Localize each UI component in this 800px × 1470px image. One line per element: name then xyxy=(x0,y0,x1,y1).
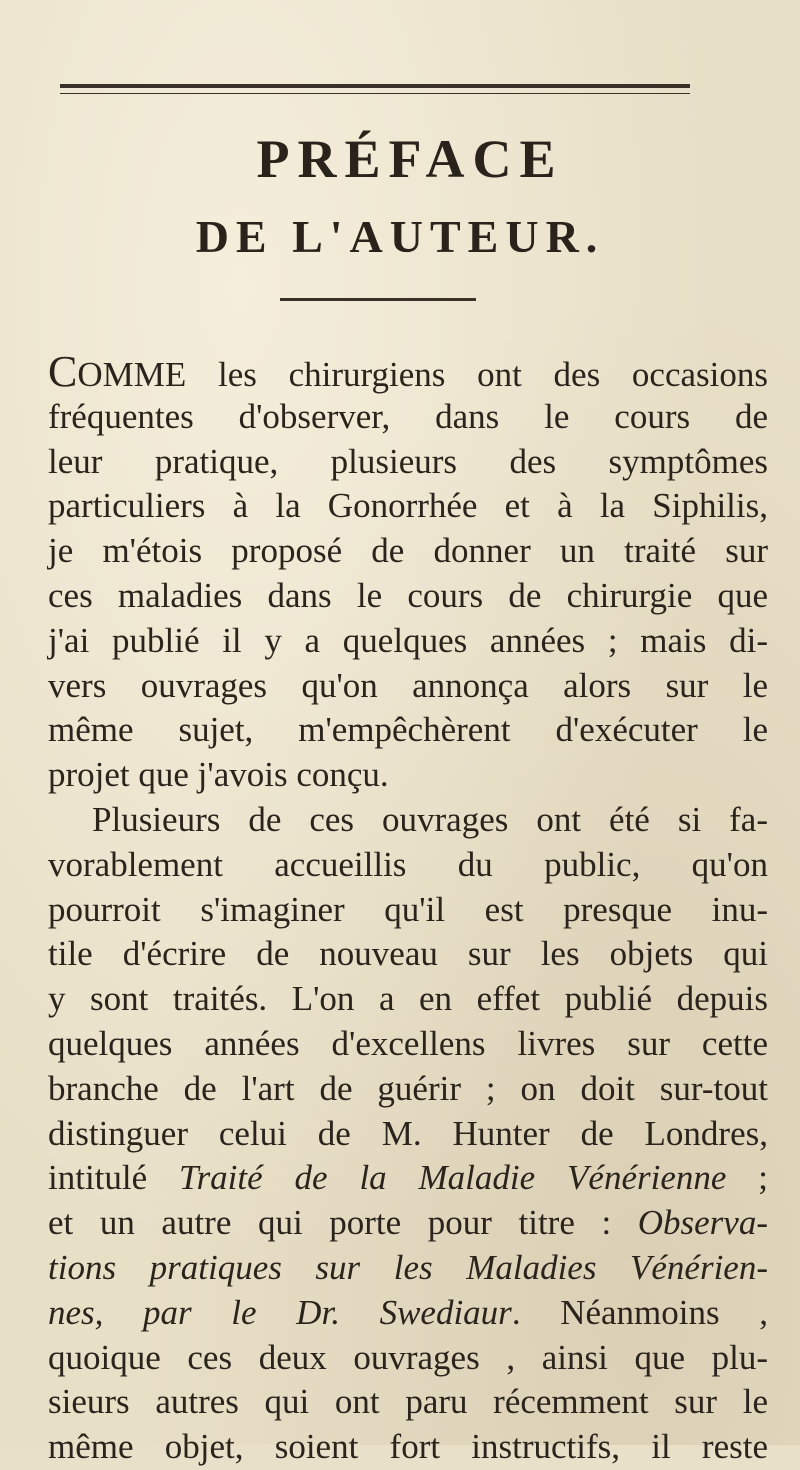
line-22-b: . Néanmoins , xyxy=(511,1292,768,1332)
text-line-14: tile d'écrire de nouveau sur les objets qui xyxy=(48,934,768,974)
line-1-text: les chirurgiens ont des occasions xyxy=(186,355,768,394)
text-line-23: quoique ces deux ouvrages , ainsi que plu- xyxy=(48,1337,768,1377)
text-line-22 xyxy=(48,1291,768,1336)
text-line-25: même objet, soient fort instructifs, il reste xyxy=(48,1427,768,1467)
text-line-1 xyxy=(48,347,768,396)
text-line-11: Plusieurs de ces ouvrages ont été si fa- xyxy=(92,799,768,839)
section-divider xyxy=(280,298,476,301)
text-line-9: même sujet, m'empêchèrent d'exécuter le xyxy=(48,710,768,750)
top-rule-thin xyxy=(60,93,690,94)
text-line-3: leur pratique, plusieurs des symptômes xyxy=(48,441,768,481)
book-title-swediaur-end: nes, par le Dr. Swediaur xyxy=(48,1292,512,1332)
text-line-18: distinguer celui de M. Hunter de Londres, xyxy=(48,1113,768,1153)
text-line-20 xyxy=(48,1201,768,1246)
book-title-swediaur-cont: tions pratiques sur les Maladies Vénérien- xyxy=(48,1247,768,1287)
text-line-6: ces maladies dans le cours de chirurgie que xyxy=(48,575,768,615)
text-line-4: particuliers à la Gonorrhée et à la Siphilis, xyxy=(48,486,768,526)
text-line-8: vers ouvrages qu'on annonça alors sur le xyxy=(48,665,768,705)
book-title-swediaur-start: Observa- xyxy=(637,1203,768,1243)
text-line-19 xyxy=(48,1156,768,1201)
first-word-rest: OMME xyxy=(77,355,187,394)
line-20-a: et un autre qui porte pour titre : xyxy=(48,1203,638,1243)
text-line-5: je m'étois proposé de donner un traité sur xyxy=(48,531,768,571)
text-line-2: fréquentes d'observer, dans le cours de xyxy=(48,396,768,436)
text-line-13: pourroit s'imaginer qu'il est presque inu- xyxy=(48,889,768,929)
text-line-10: projet que j'avois conçu. xyxy=(48,755,389,795)
text-line-17: branche de l'art de guérir ; on doit sur-tout xyxy=(48,1068,768,1108)
page-subtitle: DE L'AUTEUR. xyxy=(195,211,605,262)
text-line-12: vorablement accueillis du public, qu'on xyxy=(48,844,768,884)
line-19-a: intitulé xyxy=(48,1158,180,1198)
book-title-hunter: Traité de la Maladie Vénérienne xyxy=(179,1158,727,1198)
text-line-24: sieurs autres qui ont paru récemment sur le xyxy=(48,1382,768,1422)
drop-cap: C xyxy=(48,347,78,396)
text-line-21 xyxy=(48,1246,768,1291)
text-line-15: y sont traités. L'on a en effet publié depuis xyxy=(48,979,768,1019)
text-line-16: quelques années d'excellens livres sur cette xyxy=(48,1023,768,1063)
text-line-7: j'ai publié il y a quelques années ; mais di- xyxy=(48,620,768,660)
page-title: PRÉFACE xyxy=(256,129,564,189)
line-19-c: ; xyxy=(726,1158,768,1198)
body-text xyxy=(48,347,768,1470)
top-rule-thick xyxy=(60,84,690,88)
